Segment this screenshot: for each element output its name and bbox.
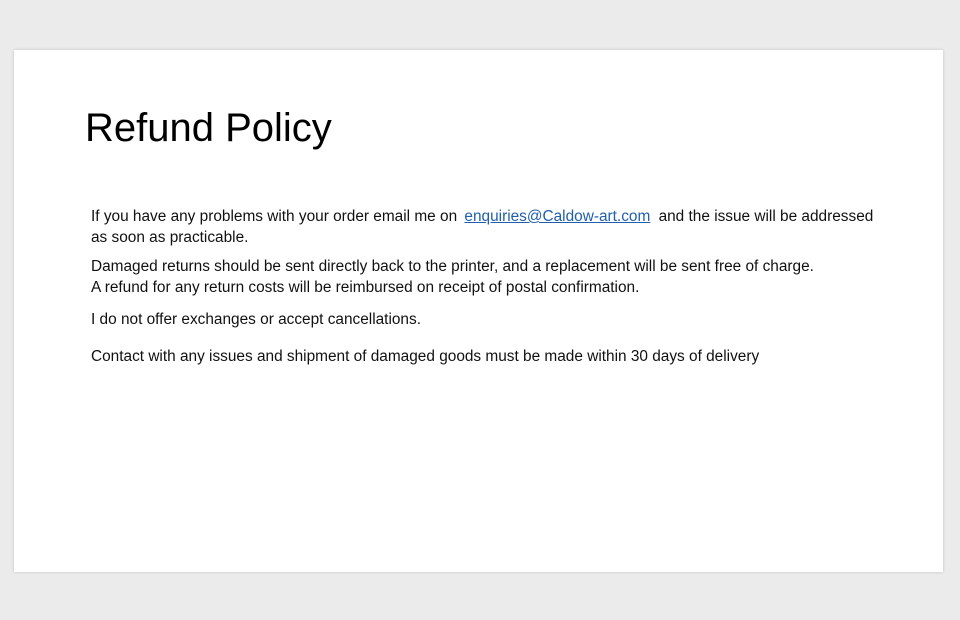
paragraph-no-exchanges: I do not offer exchanges or accept cancellations. [91,311,421,328]
paragraph-damaged-returns-line-2: A refund for any return costs will be reimbursed on receipt of postal confirmation. [91,279,640,296]
paragraph-damaged-returns [91,256,881,298]
policy-body [91,206,881,367]
paragraph-contact-text-after: and the issue will be addressed as soon as practicable. [91,208,874,246]
page-title: Refund Policy [85,106,332,150]
slide-page [14,50,943,572]
paragraph-contact [91,206,881,248]
paragraph-damaged-returns-line-1: Damaged returns should be sent directly back to the printer, and a replacement will be sent free of charge. [91,258,814,275]
paragraph-time-limit: Contact with any issues and shipment of damaged goods must be made within 30 days of delivery [91,348,760,365]
email-link[interactable]: enquiries@Caldow-art.com [464,208,651,225]
paragraph-contact-text-before: If you have any problems with your order email me on [91,208,458,225]
